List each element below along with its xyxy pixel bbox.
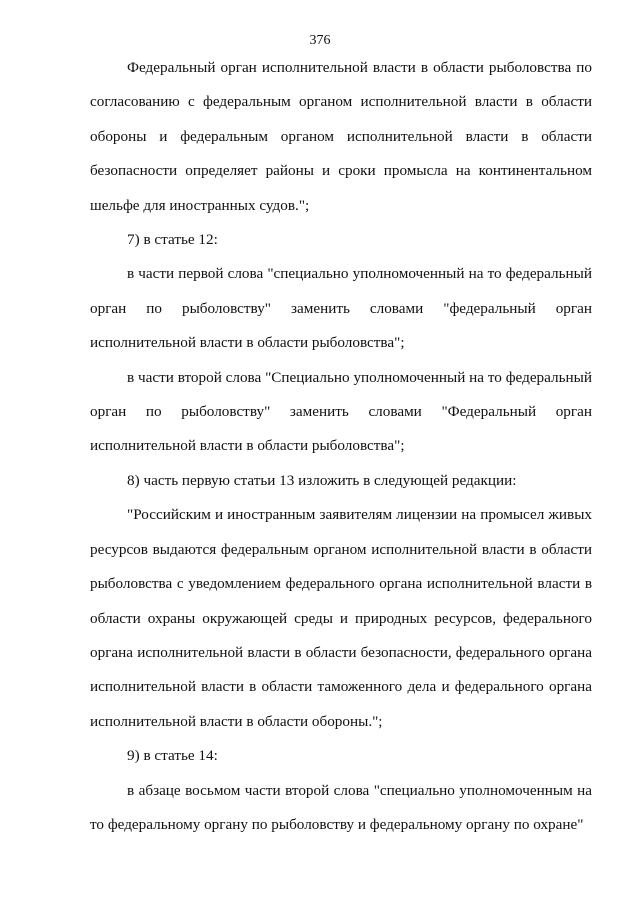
page-number: 376	[309, 33, 331, 48]
paragraph-item-7: 7) в статье 12:	[127, 231, 218, 249]
paragraph-item-9: 9) в статье 14:	[127, 747, 218, 765]
paragraph-licenses: "Российским и иностранным заявителям лицензии на промысел живых ресурсов выдаются федеральным органом исполнительной власти в области рыболовства с уведомлением федерального органа исполнительной власти в области охраны окружающей среды и природных ресурсов, федерального органа исполнительной власти в области безопасности, федерального органа исполнительной власти в области таможенного дела и федерального органа исполнительной власти в области обороны.";	[90, 506, 592, 730]
paragraph-article-12-part-1: в части первой слова "специально уполномоченный на то федеральный орган по рыболовству" заменить словами "федеральный орган исполнительной власти в области рыболовства";	[90, 265, 592, 352]
paragraph-item-8: 8) часть первую статьи 13 изложить в следующей редакции:	[127, 471, 517, 489]
paragraph-article-12-part-2: в части второй слова "Специально уполномоченный на то федеральный орган по рыболовству" заменить словами "Федеральный орган исполнительной власти в области рыболовства";	[90, 368, 592, 455]
paragraph-article-14-paragraph-8: в абзаце восьмом части второй слова "специально уполномоченным на то федеральному органу по рыболовству и федеральному органу по охране"	[90, 781, 592, 833]
paragraph-continental-shelf: Федеральный орган исполнительной власти в области рыболовства по согласованию с федеральным органом исполнительной власти в области обороны и федеральным органом исполнительной власти в области безопасности определяет районы и сроки промысла на континентальном шельфе для иностранных судов.";	[90, 59, 592, 214]
document-body	[90, 51, 592, 842]
